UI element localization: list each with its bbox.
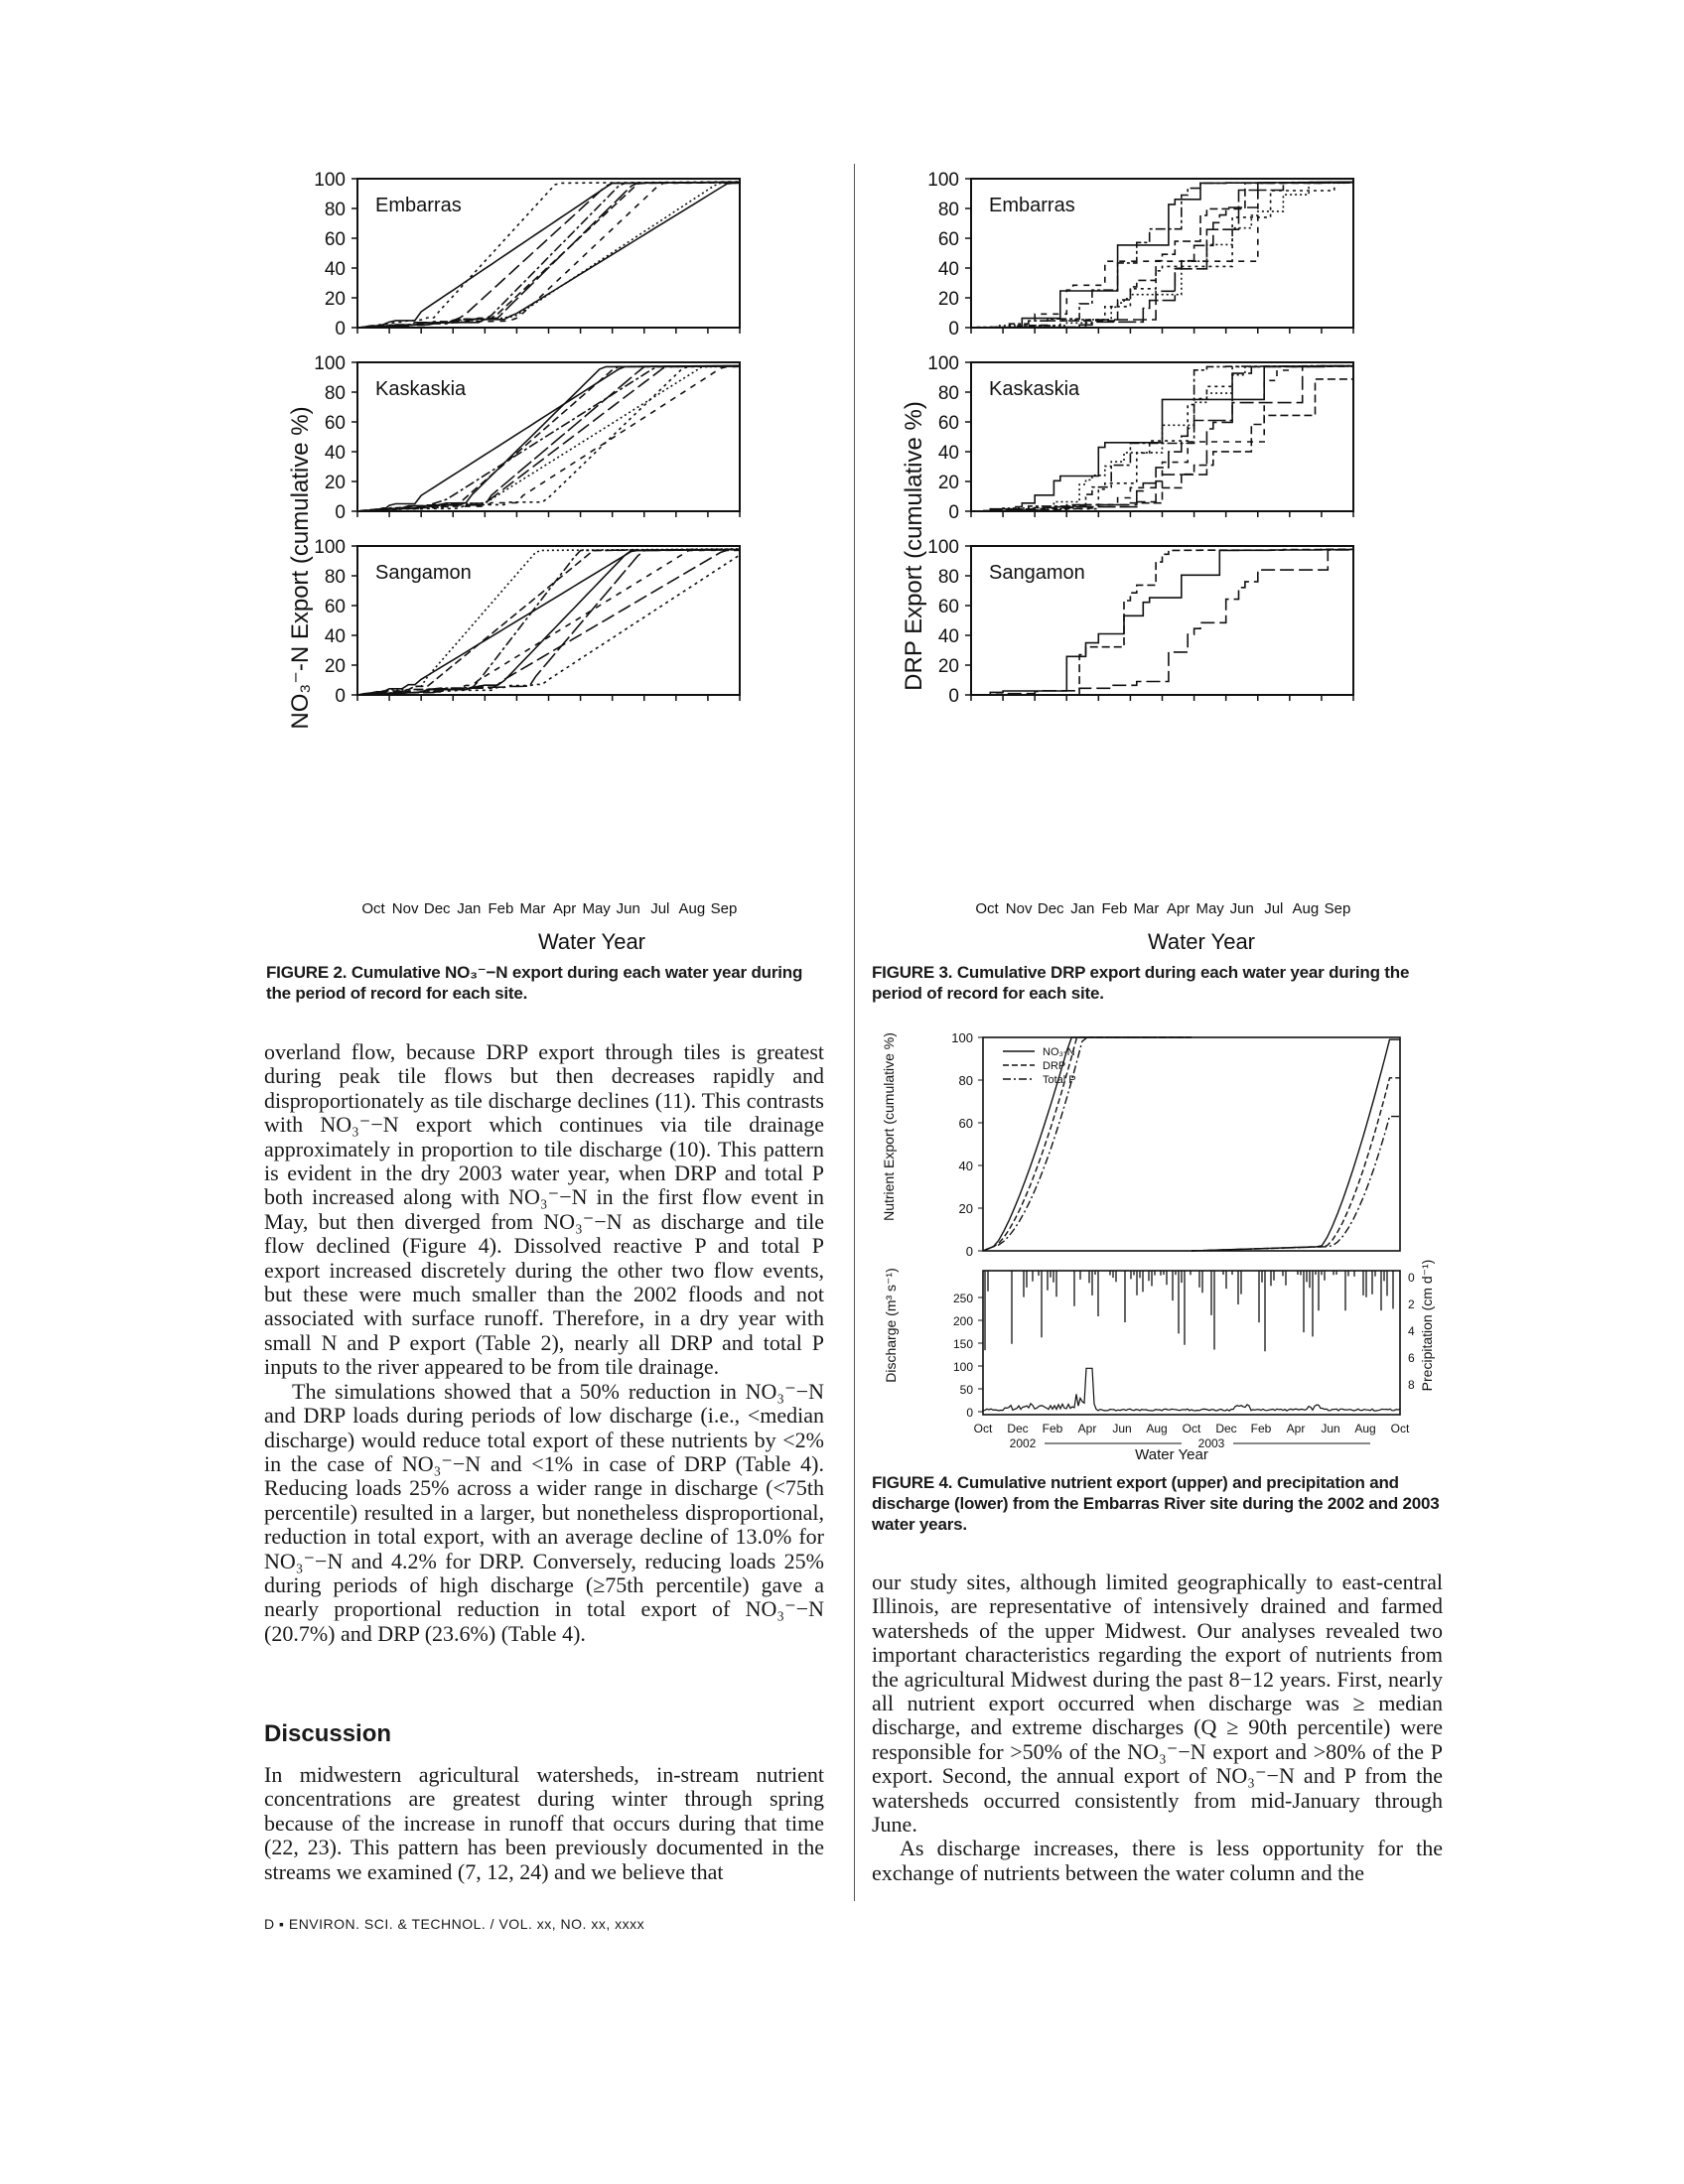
y-tick-label: 80	[937, 383, 959, 404]
discussion-paragraph	[264, 1763, 824, 1884]
y-tick-label: 200	[952, 1314, 973, 1328]
right-tick-label: 8	[1408, 1378, 1415, 1392]
y-tick-label: 60	[937, 413, 959, 434]
panel-label: Embarras	[375, 195, 462, 216]
fig4-lower-ylabel: Discharge (m³ s⁻¹)	[883, 1268, 899, 1383]
discharge-line	[983, 1368, 1400, 1412]
y-tick-label: 20	[937, 473, 959, 493]
panel-label: Kaskaskia	[375, 378, 467, 400]
x-tick-label: Feb	[1042, 1422, 1063, 1435]
x-tick-label: Jun	[1321, 1422, 1340, 1435]
x-tick-label: Sep	[710, 900, 738, 917]
panel-kaskaskia	[314, 353, 740, 523]
x-tick-label: Jun	[1112, 1422, 1132, 1435]
x-tick-label: Oct	[1182, 1422, 1201, 1435]
y-tick-label: 0	[335, 319, 346, 340]
x-tick-label: Oct	[975, 900, 999, 917]
x-tick-label: Jul	[650, 900, 670, 917]
y-tick-label: 100	[927, 170, 959, 191]
y-tick-label: 100	[927, 353, 959, 374]
x-tick-label: Mar	[519, 900, 546, 917]
y-tick-label: 100	[314, 537, 346, 558]
fig4-caption-text: Cumulative nutrient export (upper) and precipitation and discharge (lower) from the Embarras River site during the 2002 and 2003 water years.	[872, 1473, 1440, 1534]
y-tick-label: 40	[324, 626, 346, 647]
x-tick-label: Jun	[616, 900, 640, 917]
y-tick-label: 80	[937, 567, 959, 588]
year-label: 2003	[1197, 1436, 1225, 1450]
x-tick-label: Dec	[1037, 900, 1064, 917]
x-tick-label: Jul	[1264, 900, 1284, 917]
page-footer: D ▪ ENVIRON. SCI. & TECHNOL. / VOL. xx, NO. xx, xxxx	[264, 1916, 645, 1932]
y-tick-label: 250	[952, 1292, 973, 1305]
x-tick-label: Aug	[1292, 900, 1320, 917]
y-tick-label: 20	[937, 289, 959, 310]
y-tick-label: 40	[937, 443, 959, 464]
y-tick-label: 40	[937, 259, 959, 280]
y-tick-label: 80	[937, 200, 959, 220]
x-tick-label: Jun	[1229, 900, 1254, 917]
fig3-caption-text: Cumulative DRP export during each water year during the period of record for each site.	[872, 963, 1410, 1003]
y-tick-label: 100	[951, 1030, 973, 1045]
fig3-xlabel: Water Year	[1147, 929, 1256, 953]
y-tick-label: 50	[959, 1383, 973, 1397]
left-column-text	[264, 1040, 824, 1646]
y-tick-label: 20	[958, 1201, 973, 1216]
y-tick-label: 100	[314, 353, 346, 374]
y-tick-label: 20	[324, 656, 346, 677]
x-tick-label: Jan	[1070, 900, 1095, 917]
x-tick-label: Dec	[1215, 1422, 1237, 1435]
y-tick-label: 20	[937, 656, 959, 677]
x-tick-label: Oct	[1390, 1422, 1410, 1435]
y-tick-label: 40	[958, 1159, 973, 1173]
right-tick-label: 4	[1408, 1324, 1415, 1338]
x-tick-label: May	[582, 900, 611, 917]
y-tick-label: 60	[324, 413, 346, 434]
x-tick-label: Dec	[423, 900, 451, 917]
fig4-upper-ylabel: Nutrient Export (cumulative %)	[881, 1032, 897, 1221]
y-tick-label: 60	[937, 229, 959, 250]
panel-sangamon	[314, 537, 740, 707]
panel-embarras	[927, 170, 1353, 340]
panel-label: Embarras	[989, 195, 1075, 216]
y-tick-label: 0	[965, 1244, 973, 1259]
x-tick-label: Nov	[1005, 900, 1033, 917]
paragraph: As discharge increases, there is less opportunity for the exchange of nutrients between the water column and the	[872, 1836, 1443, 1885]
y-tick-label: 60	[324, 229, 346, 250]
paragraph: The simulations showed that a 50% reduction in NO₃⁻−N and DRP loads during periods of low discharge (i.e., <median discharge) would reduce total export of these nutrients by <2% in the case of NO₃⁻−N and <1% in case of DRP (Table 4). Reducing loads 25% across a wider range in discharge (<75th percentile) resulted in a larger, but nonetheless disproportional, reduction in total export, with an average decline of 13.0% for NO₃⁻−N and 4.2% for DRP. Conversely, reducing loads 25% during periods of high discharge (≥75th percentile) gave a nearly proportional reduction in total export of NO₃⁻−N (20.7%) and DRP (23.6%) (Table 4).	[264, 1378, 824, 1646]
column-divider	[854, 164, 855, 1901]
y-tick-label: 100	[314, 170, 346, 191]
fig4-caption-label: FIGURE 4.	[872, 1473, 953, 1492]
x-tick-label: Sep	[1324, 900, 1351, 917]
fig2-ylabel: NO₃⁻-N Export (cumulative %)	[287, 406, 314, 730]
y-tick-label: 0	[335, 502, 346, 523]
x-tick-label: Oct	[973, 1422, 993, 1435]
y-tick-label: 0	[335, 686, 346, 707]
y-tick-label: 60	[324, 597, 346, 617]
fig2-caption-text: Cumulative NO₃⁻−N export during each water year during the period of record for each site.	[266, 963, 803, 1003]
x-tick-label: Feb	[1250, 1422, 1272, 1435]
x-tick-label: Apr	[1077, 1422, 1097, 1435]
panel-label: Sangamon	[375, 562, 472, 584]
x-tick-label: Oct	[361, 900, 385, 917]
figure-2-caption	[266, 962, 824, 1004]
y-tick-label: 150	[952, 1337, 973, 1351]
year-label: 2002	[1009, 1436, 1037, 1450]
panel-kaskaskia	[927, 353, 1353, 523]
x-tick-label: May	[1195, 900, 1224, 917]
legend-label: Total P	[1043, 1074, 1076, 1086]
x-tick-label: Apr	[552, 900, 577, 917]
paragraph: overland flow, because DRP export through tiles is greatest during peak tile flows but then decreases rapidly and disproportionately as tile discharge declines (11). This contrasts with NO₃⁻−N export which continues via tile drainage approximately in proportion to tile discharge (10). This pattern is evident in the dry 2003 water year, when DRP and total P both increased along with NO₃⁻−N in the first flow event in May, but then diverged from NO₃⁻−N as discharge and tile flow declined (Figure 4). Dissolved reactive P and total P export increased discretely during the other two flow events, but these were much smaller than the 2002 floods and not associated with surface runoff. Therefore, in a dry year with small N and P export (Table 2), nearly all DRP and total P inputs to the river appeared to be from tile drainage.	[264, 1039, 824, 1380]
panel-label: Sangamon	[989, 562, 1085, 584]
figure-3	[882, 159, 1438, 953]
y-tick-label: 0	[948, 502, 959, 523]
y-tick-label: 20	[324, 473, 346, 493]
right-tick-label: 0	[1408, 1271, 1415, 1285]
x-tick-label: Nov	[391, 900, 419, 917]
x-tick-label: Aug	[678, 900, 706, 917]
y-tick-label: 80	[958, 1073, 973, 1088]
x-tick-label: Mar	[1133, 900, 1160, 917]
y-tick-label: 40	[937, 626, 959, 647]
fig3-ylabel: DRP Export (cumulative %)	[901, 401, 927, 691]
paragraph: In midwestern agricultural watersheds, in-stream nutrient concentrations are greatest during winter through spring because of the increase in runoff that occurs during that time (22, 23). This pattern has been previously documented in the streams we examined (7, 12, 24) and we believe that	[264, 1762, 824, 1884]
y-tick-label: 20	[324, 289, 346, 310]
x-tick-label: Apr	[1286, 1422, 1306, 1435]
y-tick-label: 100	[927, 537, 959, 558]
panel-sangamon	[927, 537, 1353, 707]
y-tick-label: 0	[966, 1406, 973, 1420]
right-tick-label: 2	[1408, 1297, 1415, 1311]
figure-4	[874, 1027, 1440, 1464]
y-tick-label: 0	[948, 319, 959, 340]
precipitation-bars	[985, 1271, 1393, 1351]
fig4-xlabel: Water Year	[1135, 1446, 1208, 1463]
y-tick-label: 80	[324, 383, 346, 404]
panel-embarras	[314, 170, 740, 340]
y-tick-label: 40	[324, 443, 346, 464]
fig2-caption-label: FIGURE 2.	[266, 963, 348, 982]
y-tick-label: 60	[958, 1116, 973, 1131]
right-column-text	[872, 1570, 1443, 1885]
figure-2	[268, 159, 824, 953]
y-tick-label: 100	[952, 1360, 973, 1374]
figure-3-caption	[872, 962, 1443, 1004]
y-tick-label: 80	[324, 200, 346, 220]
x-tick-label: Aug	[1354, 1422, 1376, 1435]
y-tick-label: 60	[937, 597, 959, 617]
y-tick-label: 40	[324, 259, 346, 280]
panel-label: Kaskaskia	[989, 378, 1080, 400]
x-tick-label: Apr	[1166, 900, 1191, 917]
right-tick-label: 6	[1408, 1351, 1415, 1365]
figure-4-caption	[872, 1472, 1443, 1535]
y-tick-label: 0	[948, 686, 959, 707]
x-tick-label: Dec	[1007, 1422, 1029, 1435]
paragraph: our study sites, although limited geographically to east-central Illinois, are representative of intensively drained and farmed watersheds of the upper Midwest. Our analyses revealed two important characteristics regarding the export of nutrients from the agricultural Midwest during the past 8−12 years. First, nearly all nutrient export occurred when discharge was ≥ median discharge, and extreme discharges (Q ≥ 90th percentile) were responsible for >50% of the NO₃⁻−N export and >80% of the P export. Second, the annual export of NO₃⁻−N and P from the watersheds occurred consistently from mid-January through June.	[872, 1570, 1443, 1838]
x-tick-label: Feb	[1101, 900, 1128, 917]
legend-label: DRP	[1043, 1060, 1066, 1072]
fig4-right-ylabel: Precipitation (cm d⁻¹)	[1419, 1259, 1435, 1392]
x-tick-label: Feb	[488, 900, 514, 917]
y-tick-label: 80	[324, 567, 346, 588]
discussion-heading: Discussion	[264, 1720, 392, 1747]
legend	[1003, 1046, 1076, 1086]
fig2-xlabel: Water Year	[537, 929, 646, 953]
legend-label: NO₃-N	[1043, 1046, 1075, 1058]
lower-frame	[983, 1271, 1400, 1415]
fig3-caption-label: FIGURE 3.	[872, 963, 953, 982]
x-tick-label: Aug	[1146, 1422, 1168, 1435]
x-tick-label: Jan	[457, 900, 482, 917]
